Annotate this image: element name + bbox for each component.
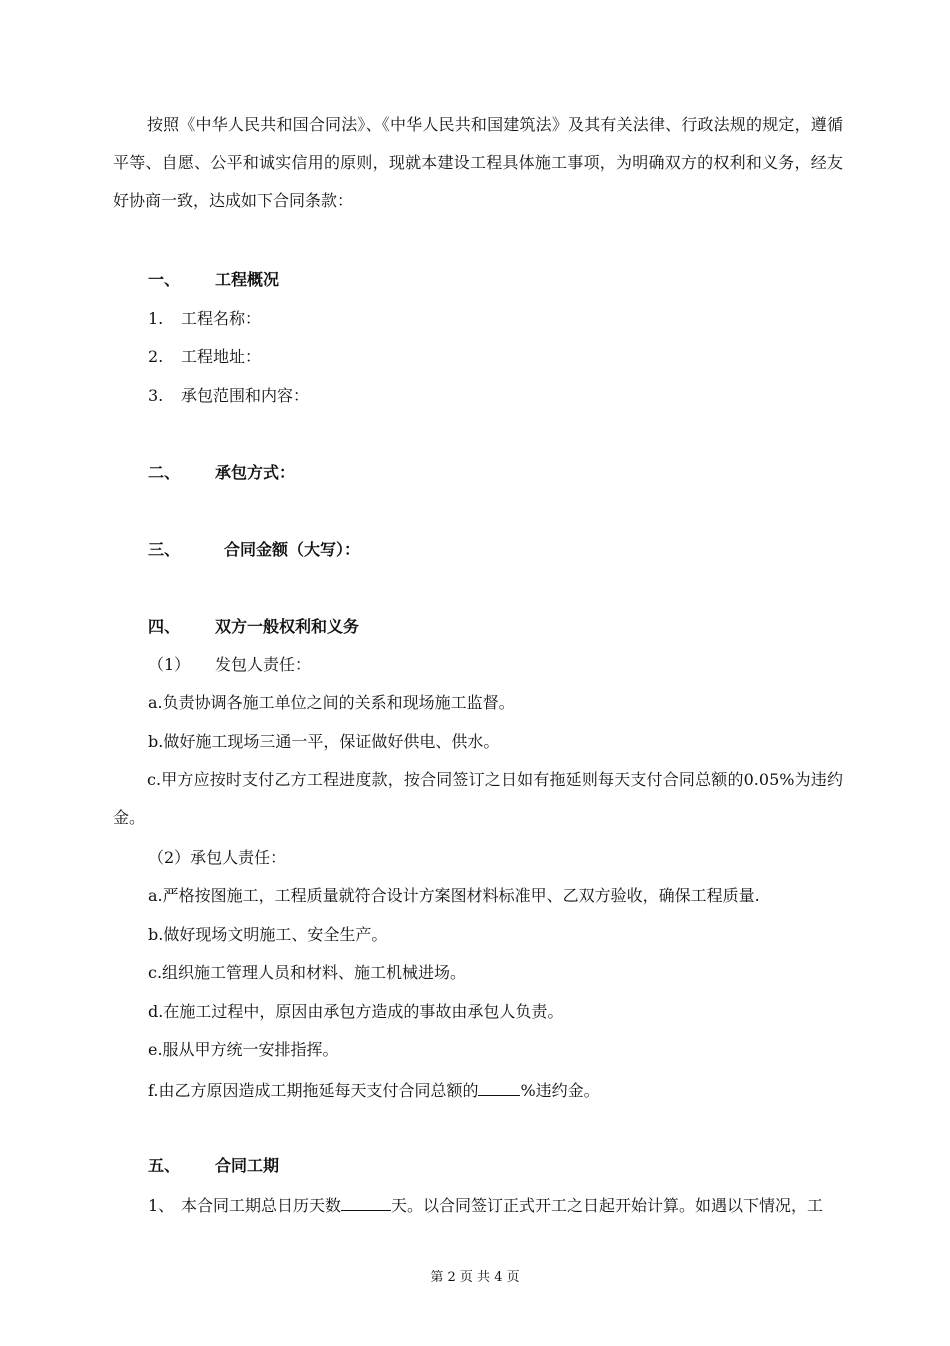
section-2-heading bbox=[148, 463, 295, 483]
section-1-heading bbox=[148, 270, 279, 290]
clause-5-1-suffix: 天。以合同签订正式开工之日起开始计算。如遇以下情况，工 bbox=[391, 1196, 824, 1215]
clause-d2: d.在施工过程中，原因由承包方造成的事故由承包人负责。 bbox=[148, 1002, 564, 1021]
subsection-1-title: 发包人责任： bbox=[215, 655, 312, 674]
section-3-title: 合同金额（大写）： bbox=[224, 540, 361, 559]
section-3-heading bbox=[148, 540, 360, 560]
section-2-title: 承包方式： bbox=[215, 463, 296, 482]
clause-f2-text: f.由乙方原因造成工期拖延每天支付合同总额的 bbox=[148, 1081, 479, 1100]
clause-5-1-number: 1、 bbox=[148, 1196, 175, 1215]
page-footer: 第 2 页 共 4 页 bbox=[430, 1270, 520, 1285]
list-item bbox=[148, 309, 261, 329]
section-5-title: 合同工期 bbox=[215, 1156, 280, 1175]
section-4-heading bbox=[148, 617, 359, 637]
subsection-1-number: （1） bbox=[148, 655, 191, 674]
section-4-number: 四、 bbox=[148, 617, 181, 636]
section-3-number: 三、 bbox=[148, 540, 181, 559]
section-1-number: 一、 bbox=[148, 270, 181, 289]
clause-c2: c.组织施工管理人员和材料、施工机械进场。 bbox=[148, 963, 467, 982]
blank-field bbox=[341, 1194, 391, 1211]
list-item-number: 3. bbox=[148, 386, 164, 405]
clause-a1: a.负责协调各施工单位之间的关系和现场施工监督。 bbox=[148, 693, 515, 712]
subsection-2-heading: （2）承包人责任： bbox=[148, 848, 287, 867]
section-4-title: 双方一般权利和义务 bbox=[215, 617, 360, 636]
list-item bbox=[148, 347, 261, 367]
list-item bbox=[148, 386, 309, 406]
intro-paragraph: 按照《中华人民共和国合同法》、《中华人民共和国建筑法》及其有关法律、行政法规的规定，遵循平等、自愿、公平和诚实信用的原则，现就本建设工程具体施工事项，为明确双方的权利和义务，经友好协商一致，达成如下合同条款： bbox=[113, 115, 843, 210]
clause-a2: a.严格按图施工，工程质量就符合设计方案图材料标准甲、乙双方验收，确保工程质量. bbox=[148, 886, 760, 905]
clause-5-1 bbox=[148, 1194, 823, 1216]
list-item-number: 2. bbox=[148, 347, 164, 366]
section-5-number: 五、 bbox=[148, 1156, 181, 1175]
clause-c1: c.甲方应按时支付乙方工程进度款，按合同签订之日如有拖延则每天支付合同总额的0.05%为违约金。 bbox=[113, 770, 843, 827]
clause-f2-suffix: %违约金。 bbox=[520, 1081, 600, 1100]
list-item-number: 1. bbox=[148, 309, 164, 328]
list-item-text: 工程名称： bbox=[181, 309, 262, 328]
blank-field bbox=[478, 1079, 520, 1096]
section-1-title: 工程概况 bbox=[215, 270, 280, 289]
list-item-text: 承包范围和内容： bbox=[181, 386, 310, 405]
section-5-heading bbox=[148, 1156, 279, 1176]
list-item-text: 工程地址： bbox=[181, 347, 262, 366]
section-2-number: 二、 bbox=[148, 463, 181, 482]
clause-b2: b.做好现场文明施工、安全生产。 bbox=[148, 925, 388, 944]
clause-5-1-text: 本合同工期总日历天数 bbox=[181, 1196, 342, 1215]
clause-b1: b.做好施工现场三通一平，保证做好供电、供水。 bbox=[148, 732, 500, 751]
clause-f2 bbox=[148, 1079, 600, 1101]
subsection-1-heading bbox=[148, 655, 311, 675]
clause-e2: e.服从甲方统一安排指挥。 bbox=[148, 1040, 339, 1059]
